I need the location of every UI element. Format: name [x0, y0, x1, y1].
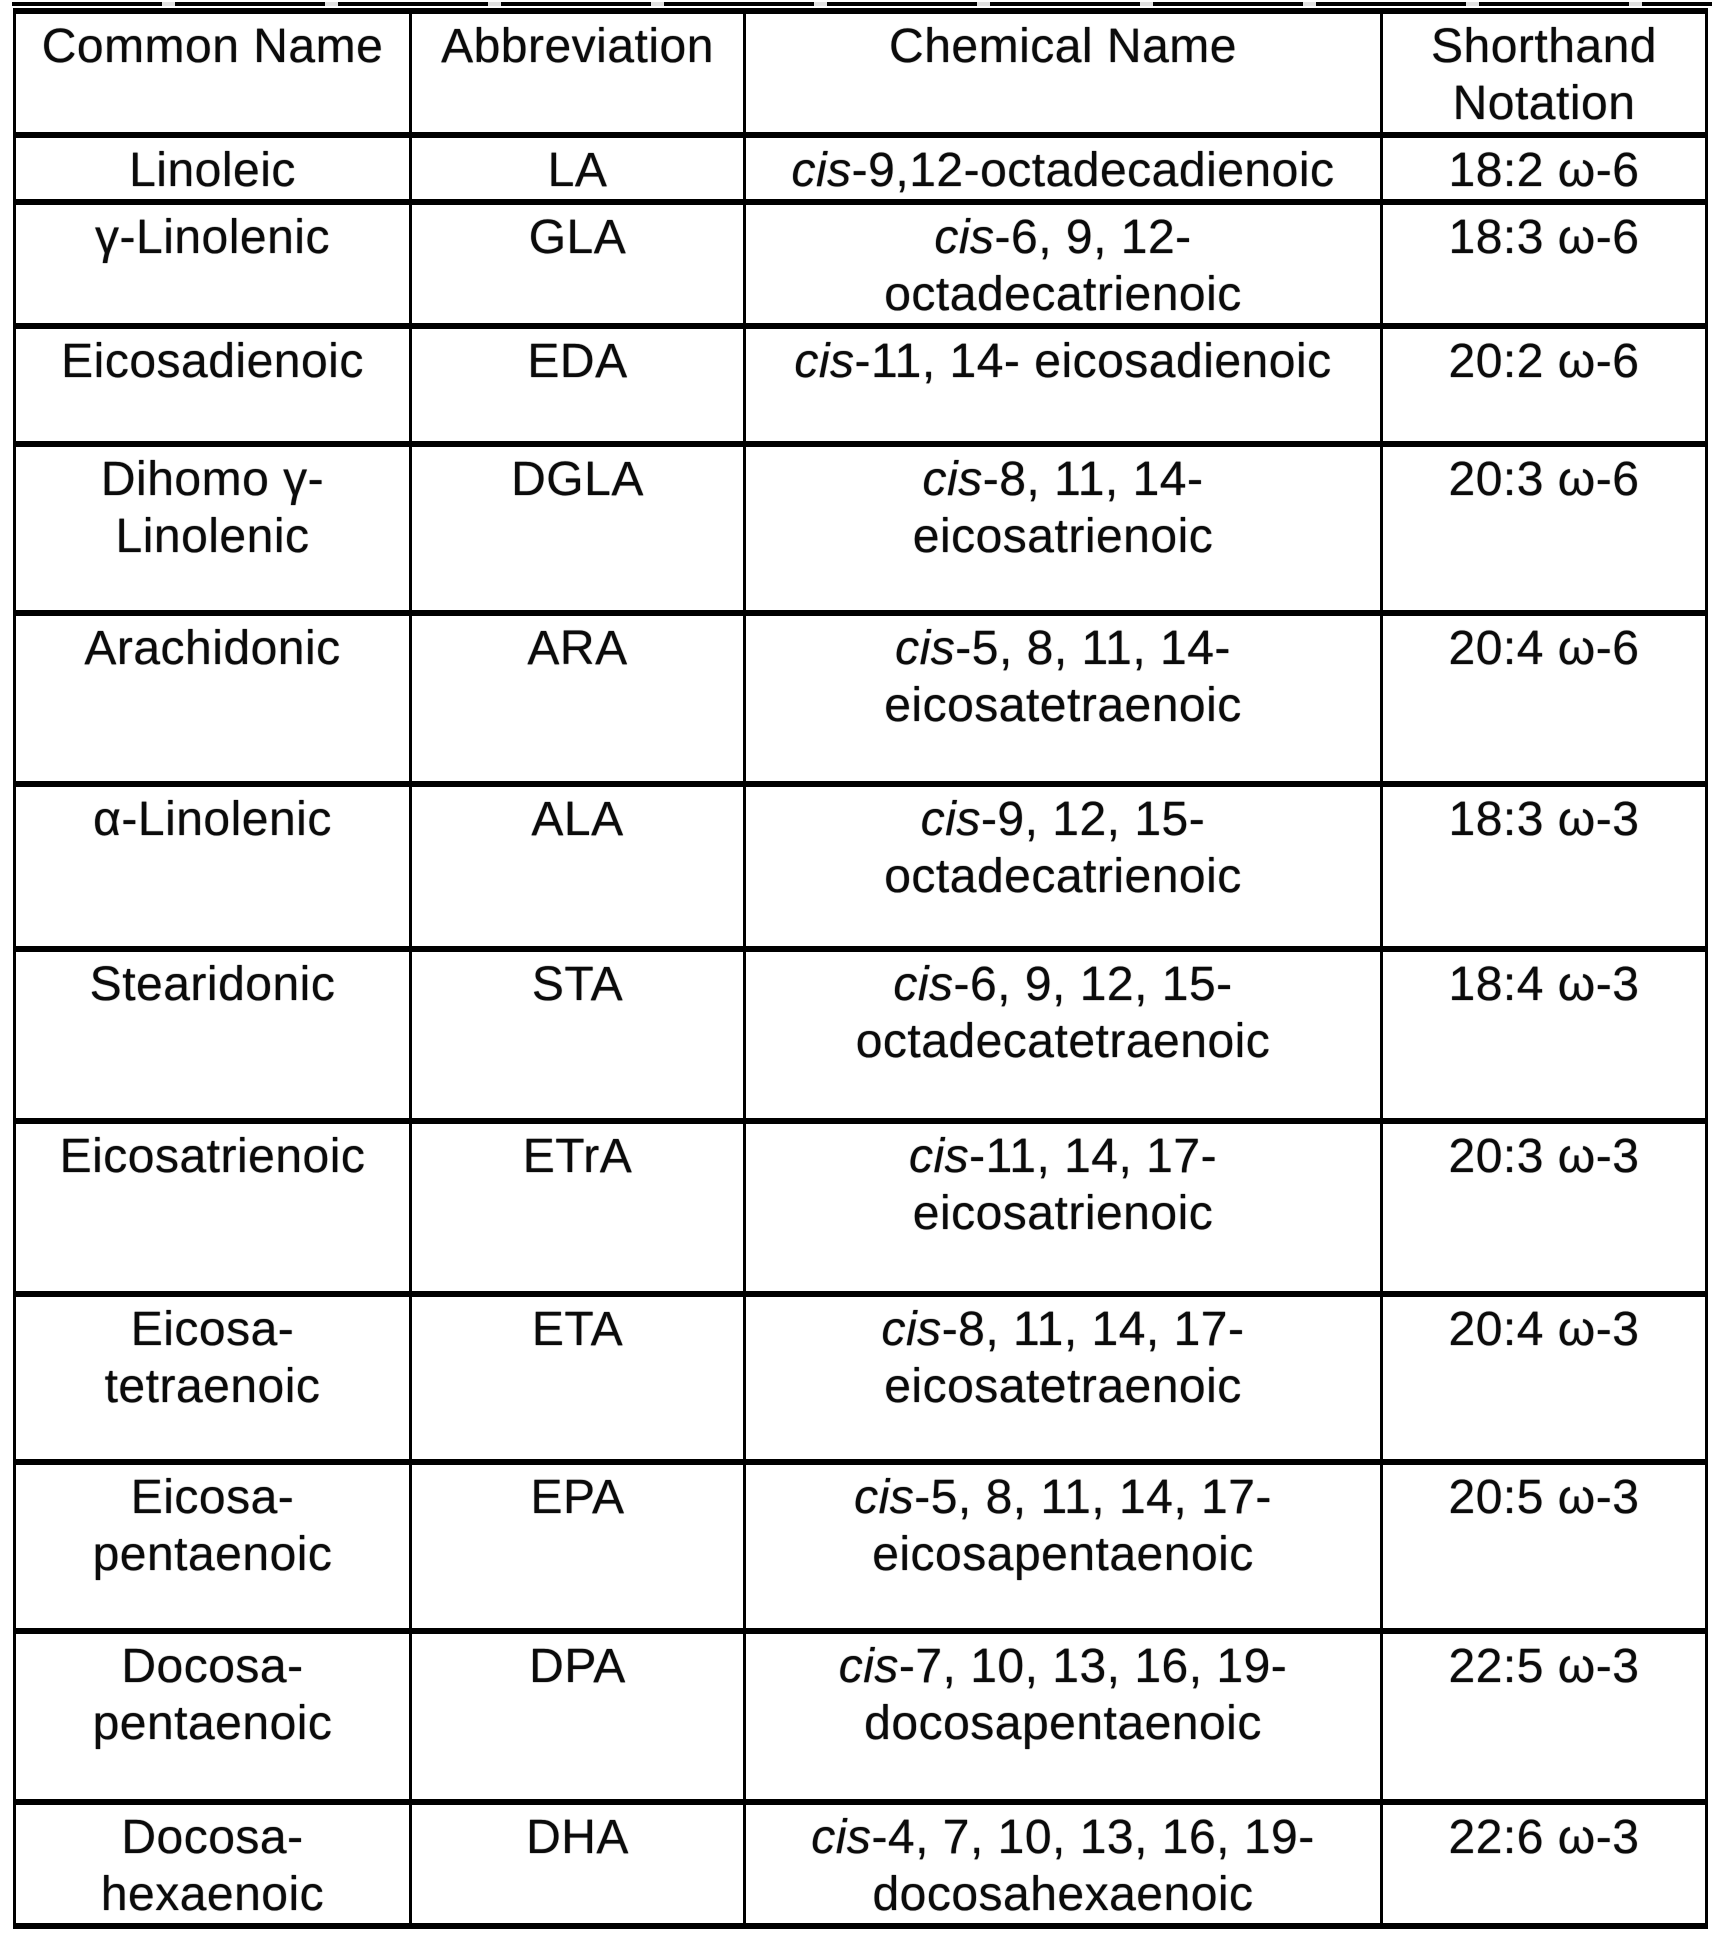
shorthand-cell: 18:3 ω-6	[1382, 202, 1707, 326]
shorthand-cell: 18:3 ω-3	[1382, 784, 1707, 949]
abbreviation-cell: LA	[411, 135, 745, 202]
common-name-cell: Eicosa- tetraenoic	[15, 1294, 411, 1462]
table-row	[15, 1802, 1707, 1926]
chemical-name-text: -8, 11, 14- eicosatrienoic	[912, 453, 1214, 563]
common-name-cell: Eicosa- pentaenoic	[15, 1462, 411, 1631]
shorthand-cell: 20:3 ω-3	[1382, 1121, 1707, 1294]
header-cell-chemical-name: Chemical Name	[745, 11, 1382, 135]
abbreviation-cell: EDA	[411, 326, 745, 444]
table-row	[15, 613, 1707, 784]
abbreviation-cell: DHA	[411, 1802, 745, 1926]
cis-prefix: cis	[895, 622, 956, 675]
abbreviation-cell: EPA	[411, 1462, 745, 1631]
cis-prefix: cis	[811, 1811, 872, 1864]
chemical-name-cell	[745, 135, 1382, 202]
abbreviation-cell: ALA	[411, 784, 745, 949]
chemical-name-text: -8, 11, 14, 17- eicosatetraenoic	[884, 1303, 1245, 1413]
abbreviation-cell: ETrA	[411, 1121, 745, 1294]
cis-prefix: cis	[854, 1471, 915, 1524]
cis-prefix: cis	[908, 1130, 970, 1183]
chemical-name-text: -11, 14- eicosadienoic	[854, 335, 1332, 388]
common-name-cell: Dihomo γ- Linolenic	[15, 444, 411, 613]
abbreviation-cell: DGLA	[411, 444, 745, 613]
chemical-name-text: -9, 12, 15- octadecatrienoic	[884, 793, 1242, 903]
chemical-name-cell	[745, 1294, 1382, 1462]
shorthand-cell: 22:6 ω-3	[1382, 1802, 1707, 1926]
chemical-name-text: -11, 14, 17- eicosatrienoic	[912, 1130, 1218, 1240]
chemical-name-cell	[745, 1802, 1382, 1926]
shorthand-cell: 20:5 ω-3	[1382, 1462, 1707, 1631]
chemical-name-cell	[745, 444, 1382, 613]
common-name-cell: Docosa- hexaenoic	[15, 1802, 411, 1926]
shorthand-cell: 22:5 ω-3	[1382, 1631, 1707, 1802]
common-name-cell: Stearidonic	[15, 949, 411, 1121]
table-row	[15, 202, 1707, 326]
abbreviation-cell: ETA	[411, 1294, 745, 1462]
chemical-name-cell	[745, 613, 1382, 784]
cis-prefix: cis	[922, 453, 983, 506]
fatty-acid-table	[13, 8, 1708, 1929]
abbreviation-cell: ARA	[411, 613, 745, 784]
chemical-name-cell	[745, 326, 1382, 444]
common-name-cell: Eicosatrienoic	[15, 1121, 411, 1294]
common-name-cell: α-Linolenic	[15, 784, 411, 949]
scan-artifact-line	[12, 2, 1712, 6]
common-name-cell: Eicosadienoic	[15, 326, 411, 444]
common-name-cell: Arachidonic	[15, 613, 411, 784]
cis-prefix: cis	[881, 1303, 942, 1356]
table-row	[15, 1294, 1707, 1462]
chemical-name-text: -4, 7, 10, 13, 16, 19- docosahexaenoic	[871, 1811, 1315, 1921]
table-row	[15, 1121, 1707, 1294]
common-name-cell: Linoleic	[15, 135, 411, 202]
header-cell-common-name: Common Name	[15, 11, 411, 135]
table-header-row	[15, 11, 1707, 135]
abbreviation-cell: STA	[411, 949, 745, 1121]
header-cell-abbreviation: Abbreviation	[411, 11, 745, 135]
chemical-name-text: -6, 9, 12, 15- octadecatetraenoic	[855, 958, 1271, 1068]
table-row	[15, 135, 1707, 202]
shorthand-cell: 18:4 ω-3	[1382, 949, 1707, 1121]
chemical-name-cell	[745, 784, 1382, 949]
common-name-cell: Docosa- pentaenoic	[15, 1631, 411, 1802]
chemical-name-text: -5, 8, 11, 14- eicosatetraenoic	[884, 622, 1242, 732]
cis-prefix: cis	[920, 793, 981, 846]
chemical-name-cell	[745, 1631, 1382, 1802]
shorthand-cell: 20:3 ω-6	[1382, 444, 1707, 613]
cis-prefix: cis	[893, 958, 954, 1011]
abbreviation-cell: DPA	[411, 1631, 745, 1802]
cis-prefix: cis	[838, 1640, 899, 1693]
shorthand-cell: 20:4 ω-6	[1382, 613, 1707, 784]
chemical-name-cell	[745, 1462, 1382, 1631]
common-name-cell: γ-Linolenic	[15, 202, 411, 326]
abbreviation-cell: GLA	[411, 202, 745, 326]
table-row	[15, 1462, 1707, 1631]
chemical-name-cell	[745, 202, 1382, 326]
table-row	[15, 1631, 1707, 1802]
shorthand-cell: 18:2 ω-6	[1382, 135, 1707, 202]
chemical-name-text: -5, 8, 11, 14, 17- eicosapentaenoic	[872, 1471, 1272, 1581]
header-cell-shorthand-notation: Shorthand Notation	[1382, 11, 1707, 135]
table-row	[15, 326, 1707, 444]
cis-prefix: cis	[791, 144, 852, 197]
table-row	[15, 444, 1707, 613]
chemical-name-text: -9,12-octadecadienoic	[851, 144, 1335, 197]
shorthand-cell: 20:4 ω-3	[1382, 1294, 1707, 1462]
chemical-name-cell	[745, 949, 1382, 1121]
chemical-name-cell	[745, 1121, 1382, 1294]
cis-prefix: cis	[794, 335, 855, 388]
shorthand-cell: 20:2 ω-6	[1382, 326, 1707, 444]
chemical-name-text: -6, 9, 12- octadecatrienoic	[884, 211, 1242, 321]
cis-prefix: cis	[934, 211, 995, 264]
chemical-name-text: -7, 10, 13, 16, 19- docosapentaenoic	[864, 1640, 1288, 1750]
table-row	[15, 784, 1707, 949]
table-row	[15, 949, 1707, 1121]
